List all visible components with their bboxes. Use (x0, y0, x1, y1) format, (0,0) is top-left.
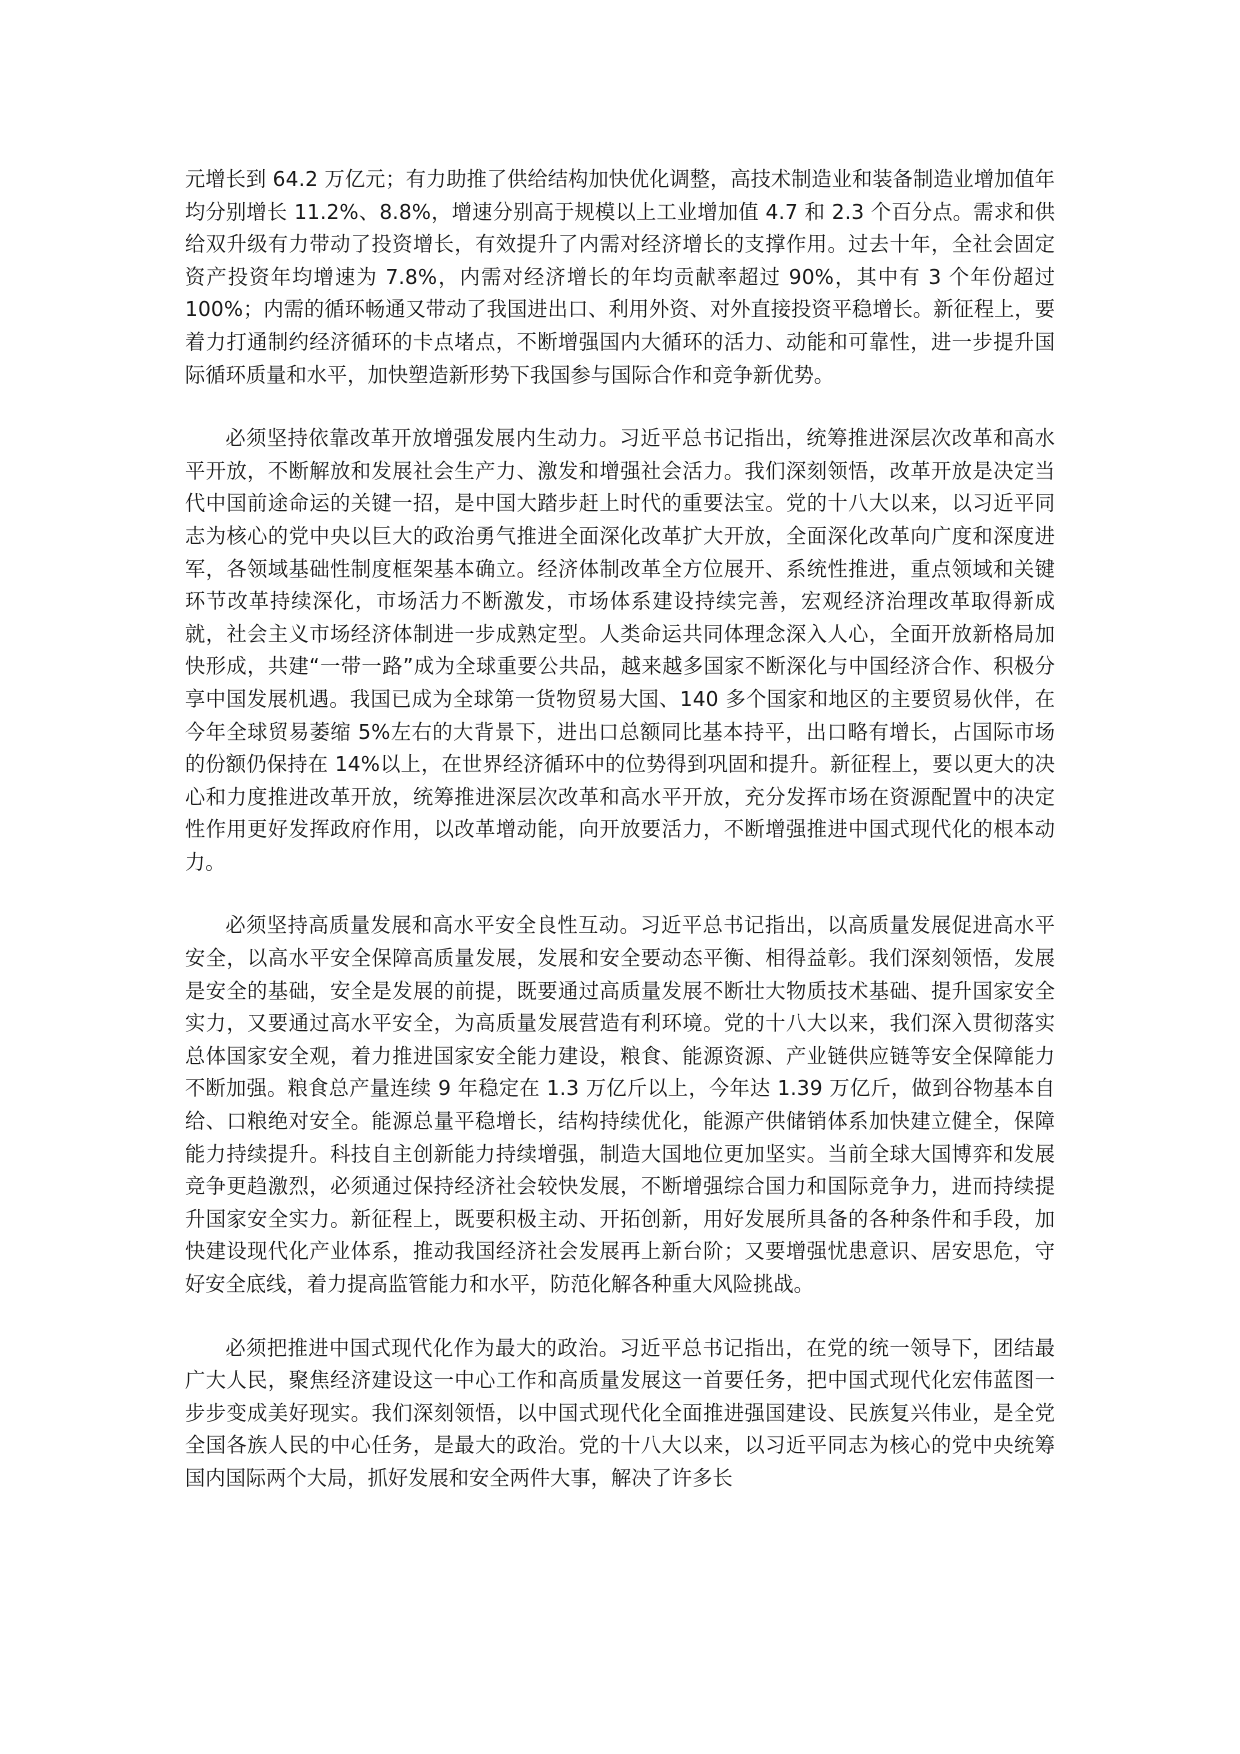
document-page (185, 163, 1055, 1495)
paragraph-chinese-modernization: 必须把推进中国式现代化作为最大的政治。习近平总书记指出，在党的统一领导下，团结最广大人民，聚焦经济建设这一中心工作和高质量发展这一首要任务，把中国式现代化宏伟蓝图一步步变成美好现实。我们深刻领悟，以中国式现代化全面推进强国建设、民族复兴伟业，是全党全国各族人民的中心任务，是最大的政治。党的十八大以来，以习近平同志为核心的党中央统筹国内国际两个大局，抓好发展和安全两件大事，解决了许多长 (185, 1335, 1055, 1490)
paragraph-development-security: 必须坚持高质量发展和高水平安全良性互动。习近平总书记指出，以高质量发展促进高水平安全，以高水平安全保障高质量发展，发展和安全要动态平衡、相得益彰。我们深刻领悟，发展是安全的基础，安全是发展的前提，既要通过高质量发展不断壮大物质技术基础、提升国家安全实力，又要通过高水平安全，为高质量发展营造有利环境。党的十八大以来，我们深入贯彻落实总体国家安全观，着力推进国家安全能力建设，粮食、能源资源、产业链供应链等安全保障能力不断加强。粮食总产量连续 9 年稳定在 1.3 万亿斤以上，今年达 1.39 万亿斤，做到谷物基本自给、口粮绝对安全。能源总量平稳增长，结构持续优化，能源产供储销体系加快建立健全，保障能力持续提升。科技自主创新能力持续增强，制造大国地位更加坚实。当前全球大国博弈和发展竞争更趋激烈，必须通过保持经济社会较快发展，不断增强综合国力和国际竞争力，进而持续提升国家安全实力。新征程上，既要积极主动、开拓创新，用好发展所具备的各种条件和手段，加快建设现代化产业体系，推动我国经济社会发展再上新台阶；又要增强忧患意识、居安思危，守好安全底线，着力提高监管能力和水平，防范化解各种重大风险挑战。 (185, 913, 1055, 1296)
paragraph-reform-opening: 必须坚持依靠改革开放增强发展内生动力。习近平总书记指出，统筹推进深层次改革和高水平开放，不断解放和发展社会生产力、激发和增强社会活力。我们深刻领悟，改革开放是决定当代中国前途命运的关键一招，是中国大踏步赶上时代的重要法宝。党的十八大以来，以习近平同志为核心的党中央以巨大的政治勇气推进全面深化改革扩大开放，全面深化改革向广度和深度进军，各领域基础性制度框架基本确立。经济体制改革全方位展开、系统性推进，重点领域和关键环节改革持续深化，市场活力不断激发，市场体系建设持续完善，宏观经济治理改革取得新成就，社会主义市场经济体制进一步成熟定型。人类命运共同体理念深入人心，全面开放新格局加快形成，共建“一带一路”成为全球重要公共品，越来越多国家不断深化与中国经济合作、积极分享中国发展机遇。我国已成为全球第一货物贸易大国、140 多个国家和地区的主要贸易伙伴，在今年全球贸易萎缩 5%左右的大背景下，进出口总额同比基本持平，出口略有增长，占国际市场的份额仍保持在 14%以上，在世界经济循环中的位势得到巩固和提升。新征程上，要以更大的决心和力度推进改革开放，统筹推进深层次改革和高水平开放，充分发挥市场在资源配置中的决定性作用更好发挥政府作用，以改革增动能，向开放要活力，不断增强推进中国式现代化的根本动力。 (185, 426, 1055, 874)
paragraph-domestic-circulation: 元增长到 64.2 万亿元；有力助推了供给结构加快优化调整，高技术制造业和装备制造业增加值年均分别增长 11.2%、8.8%，增速分别高于规模以上工业增加值 4.7 和 2.3 个百分点。需求和供给双升级有力带动了投资增长，有效提升了内需对经济增长的支撑作用。过去十年，全社会固定资产投资年均增速为 7.8%，内需对经济增长的年均贡献率超过 90%，其中有 3 个年份超过 100%；内需的循环畅通又带动了我国进出口、利用外资、对外直接投资平稳增长。新征程上，要着力打通制约经济循环的卡点堵点，不断增强国内大循环的活力、动能和可靠性，进一步提升国际循环质量和水平，加快塑造新形势下我国参与国际合作和竞争新优势。 (185, 167, 1055, 387)
